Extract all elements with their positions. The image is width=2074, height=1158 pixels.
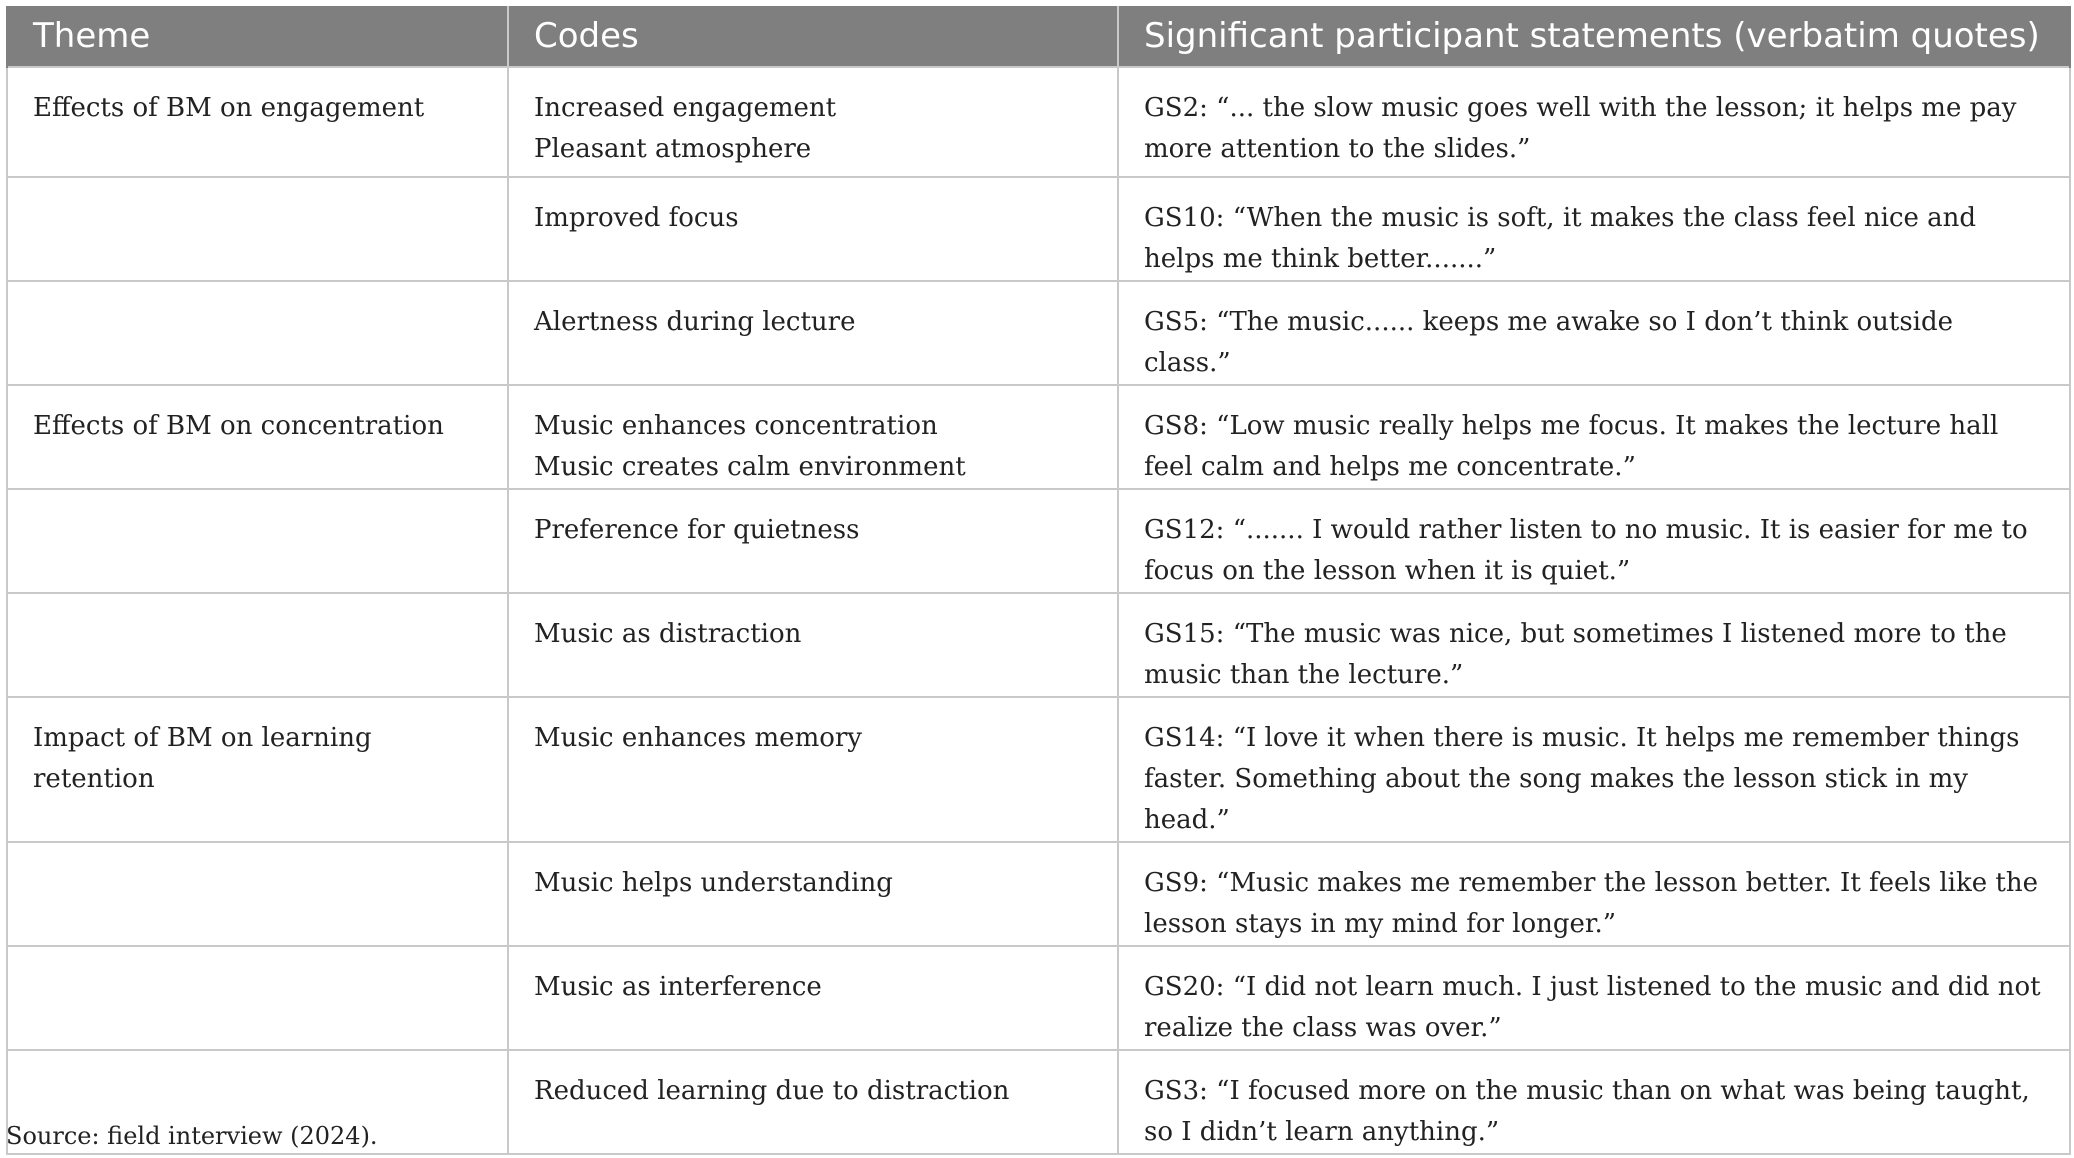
codes-cell	[508, 593, 1118, 697]
code-text: Reduced learning due to distraction	[534, 1076, 1010, 1106]
code-text: Music as interference	[534, 972, 822, 1002]
table-row	[7, 489, 2070, 593]
themes-table-container	[6, 6, 2069, 1155]
code-text: Music as distraction	[534, 619, 802, 649]
table-row	[7, 67, 2070, 177]
code-text: Music helps understanding	[534, 868, 893, 898]
quote-cell: GS12: “....... I would rather listen to no music. It is easier for me to focus on the lesson when it is quiet.”	[1118, 489, 2070, 593]
code-text: Music enhances memory	[534, 723, 862, 753]
code-text: Pleasant atmosphere	[534, 134, 812, 164]
codes-cell	[508, 842, 1118, 946]
theme-cell	[7, 842, 508, 946]
table-row	[7, 946, 2070, 1050]
table-row	[7, 697, 2070, 842]
codes-cell	[508, 489, 1118, 593]
quote-cell: GS10: “When the music is soft, it makes the class feel nice and helps me think better.......”	[1118, 177, 2070, 281]
themes-table	[6, 6, 2071, 1155]
theme-cell: Impact of BM on learning retention	[7, 697, 508, 842]
codes-cell	[508, 697, 1118, 842]
code-text: Increased engagement	[534, 93, 837, 123]
theme-cell	[7, 593, 508, 697]
quote-cell: GS9: “Music makes me remember the lesson better. It feels like the lesson stays in my mind for longer.”	[1118, 842, 2070, 946]
quote-cell: GS15: “The music was nice, but sometimes I listened more to the music than the lecture.”	[1118, 593, 2070, 697]
codes-cell	[508, 67, 1118, 177]
code-text: Improved focus	[534, 203, 739, 233]
theme-cell: Effects of BM on engagement	[7, 67, 508, 177]
column-header-codes: Codes	[508, 6, 1118, 67]
column-header-statements: Significant participant statements (verbatim quotes)	[1118, 6, 2070, 67]
theme-cell	[7, 281, 508, 385]
theme-cell: Effects of BM on concentration	[7, 385, 508, 489]
table-row	[7, 281, 2070, 385]
quote-cell: GS2: “... the slow music goes well with the lesson; it helps me pay more attention to the slides.”	[1118, 67, 2070, 177]
table-row	[7, 177, 2070, 281]
quote-cell: GS14: “I love it when there is music. It helps me remember things faster. Something about the song makes the lesson stick in my head.”	[1118, 697, 2070, 842]
quote-cell: GS3: “I focused more on the music than on what was being taught, so I didn’t learn anything.”	[1118, 1050, 2070, 1154]
codes-cell	[508, 385, 1118, 489]
theme-cell	[7, 946, 508, 1050]
table-row	[7, 842, 2070, 946]
codes-cell	[508, 946, 1118, 1050]
code-text: Music enhances concentration	[534, 411, 938, 441]
code-text: Music creates calm environment	[534, 452, 966, 482]
table-row	[7, 385, 2070, 489]
source-note: Source: field interview (2024).	[6, 1122, 378, 1150]
codes-cell	[508, 1050, 1118, 1154]
code-text: Preference for quietness	[534, 515, 860, 545]
quote-cell: GS8: “Low music really helps me focus. It makes the lecture hall feel calm and helps me concentrate.”	[1118, 385, 2070, 489]
code-text: Alertness during lecture	[534, 307, 856, 337]
table-row	[7, 593, 2070, 697]
theme-cell	[7, 489, 508, 593]
codes-cell	[508, 177, 1118, 281]
column-header-theme: Theme	[7, 6, 508, 67]
table-header-row	[7, 6, 2070, 67]
codes-cell	[508, 281, 1118, 385]
quote-cell: GS20: “I did not learn much. I just listened to the music and did not realize the class was over.”	[1118, 946, 2070, 1050]
theme-cell	[7, 177, 508, 281]
quote-cell: GS5: “The music...... keeps me awake so I don’t think outside class.”	[1118, 281, 2070, 385]
